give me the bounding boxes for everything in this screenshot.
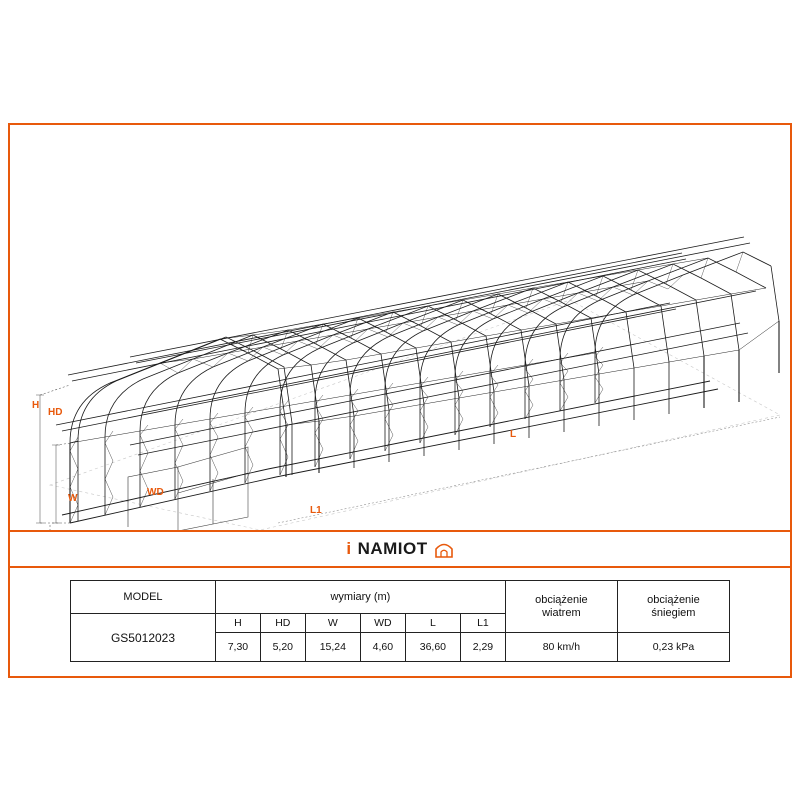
dim-header-l1: L1 bbox=[460, 614, 505, 633]
dim-label-WD: WD bbox=[147, 487, 164, 498]
header-dimensions: wymiary (m) bbox=[215, 581, 505, 614]
dim-header-l: L bbox=[405, 614, 460, 633]
dim-header-hd: HD bbox=[260, 614, 305, 633]
dim-header-w: W bbox=[305, 614, 360, 633]
header-wind-load-line2: wiatrem bbox=[542, 606, 581, 619]
header-snow-load bbox=[617, 581, 729, 633]
dim-label-L1: L1 bbox=[310, 505, 322, 516]
header-model: MODEL bbox=[71, 581, 216, 614]
header-snow-load-line1: obciążenie bbox=[647, 593, 700, 606]
tent-arch-icon bbox=[434, 540, 454, 558]
dim-value-w: 15,24 bbox=[305, 633, 360, 662]
dim-header-h: H bbox=[215, 614, 260, 633]
wind-load-value: 80 km/h bbox=[505, 633, 617, 662]
table-row bbox=[71, 581, 730, 614]
dim-value-l1: 2,29 bbox=[460, 633, 505, 662]
dim-value-hd: 5,20 bbox=[260, 633, 305, 662]
dim-label-L: L bbox=[510, 429, 517, 440]
snow-load-value: 0,23 kPa bbox=[617, 633, 729, 662]
dim-value-wd: 4,60 bbox=[360, 633, 405, 662]
brand-logo bbox=[346, 539, 453, 559]
dim-value-l: 36,60 bbox=[405, 633, 460, 662]
hall-frame bbox=[56, 237, 779, 530]
brand-name: NAMIOT bbox=[357, 539, 428, 558]
header-wind-load bbox=[505, 581, 617, 633]
model-value: GS5012023 bbox=[71, 614, 216, 662]
header-wind-load-line1: obciążenie bbox=[535, 593, 588, 606]
drawing-area bbox=[10, 125, 790, 532]
dim-label-H: H bbox=[32, 400, 40, 411]
header-snow-load-line2: śniegiem bbox=[651, 606, 696, 619]
dim-label-W: W bbox=[68, 493, 78, 504]
spec-table bbox=[70, 580, 730, 662]
spec-table-area bbox=[10, 568, 790, 662]
dim-value-h: 7,30 bbox=[215, 633, 260, 662]
brand-bar bbox=[10, 532, 790, 568]
dim-header-wd: WD bbox=[360, 614, 405, 633]
hall-isometric-drawing bbox=[10, 125, 790, 530]
dim-label-HD: HD bbox=[48, 407, 63, 418]
drawing-sheet bbox=[8, 123, 792, 678]
brand-prefix: i bbox=[346, 539, 352, 558]
